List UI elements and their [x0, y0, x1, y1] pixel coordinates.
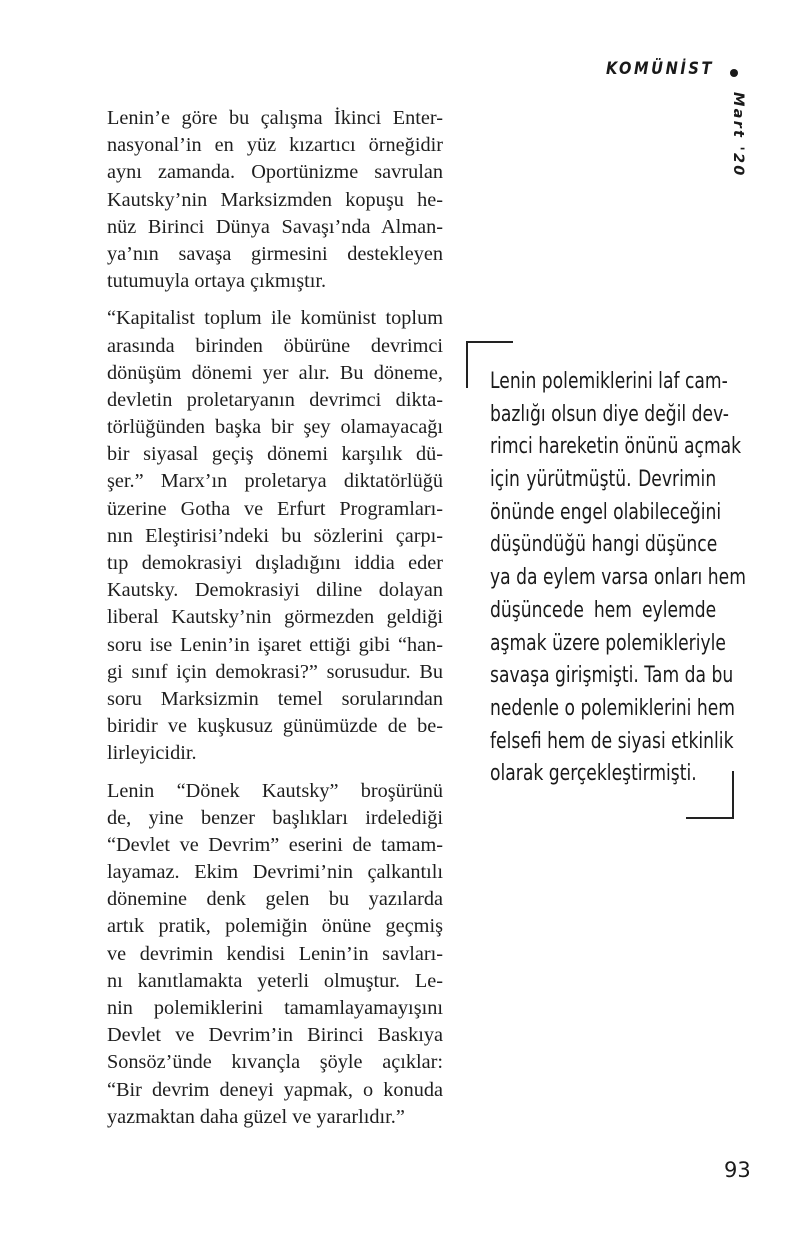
text-line: törlüğünden başka bir şey olamayacağı [107, 416, 443, 439]
pull-quote-bracket-bottom [686, 817, 734, 819]
pull-quote-line: olarak gerçekleştirmişti. [490, 761, 697, 787]
text-line: liberal Kautsky’nin görmezden geldiği [107, 606, 443, 629]
text-line: Sonsöz’ünde kıvançla şöyle açıklar: [107, 1051, 443, 1074]
text-line: dönüşüm dönemi yer alır. Bu döneme, [107, 361, 443, 384]
text-line: yazmaktan daha güzel ve yararlıdır.” [107, 1105, 405, 1128]
text-line: artık pratik, polemiğin önüne geçmiş [107, 915, 443, 938]
text-line: Devlet ve Devrim’in Birinci Baskıya [107, 1024, 443, 1047]
pull-quote-line: savaşa girişmişti. Tam da bu [490, 663, 734, 689]
pull-quote-bracket-right [732, 771, 734, 819]
pull-quote-line: aşmak üzere polemikleriyle [490, 630, 726, 656]
text-line: üzerine Gotha ve Erfurt Programları- [107, 497, 443, 520]
text-line: dönemine denk gelen bu yazılarda [107, 888, 443, 911]
text-line: bir siyasal geçiş dönemi karşılık dü- [107, 443, 443, 466]
pull-quote-line: önünde engel olabileceğini [490, 499, 722, 525]
pull-quote-line: felsefi hem de siyasi etkinlik [490, 728, 734, 754]
text-line: nüz Birinci Dünya Savaşı’nda Alman- [107, 215, 443, 238]
pull-quote-line: nedenle o polemiklerini hem [490, 695, 736, 721]
text-line: soru Marksizmin temel sorularından [107, 687, 443, 710]
text-line: tıp demokrasiyi dışladığını iddia eder [107, 552, 443, 574]
bullet-icon [730, 69, 738, 77]
text-line: layamaz. Ekim Devrimi’nin çalkantılı [107, 861, 443, 884]
pull-quote-bracket-left [466, 341, 468, 388]
text-line: de, yine benzer başlıkları irdelediği [107, 806, 443, 829]
text-line: soru ise Lenin’in işaret ettiği gibi “han- [107, 633, 443, 656]
text-line: “Kapitalist toplum ile komünist toplum [107, 307, 443, 330]
text-line: şer.” Marx’ın proletarya diktatörlüğü [107, 470, 443, 493]
pull-quote-line: bazlığı olsun diye değil dev- [490, 401, 729, 427]
text-line: nasyonal’in en yüz kızartıcı örneğidir [107, 134, 443, 157]
page-number: 93 [724, 1158, 751, 1182]
pull-quote-line: düşüncede hem eylemde [490, 597, 717, 623]
pull-quote-line: düşündüğü hangi düşünce [490, 532, 718, 558]
text-line: Lenin’e göre bu çalışma İkinci Enter- [107, 107, 443, 129]
text-line: tutumuyla ortaya çıkmıştır. [107, 270, 327, 293]
text-line: arasında birinden öbürüne devrimci [107, 334, 443, 357]
text-line: aynı zamanda. Oportünizme savrulan [107, 161, 443, 184]
text-line: “Bir devrim deneyi yapmak, o konuda [107, 1078, 443, 1101]
text-line: Lenin “Dönek Kautsky” broşürünü [107, 779, 443, 802]
body-text-column [107, 105, 443, 1141]
pull-quote-line: rimci hareketin önünü açmak [490, 434, 742, 460]
paragraph-2 [107, 305, 443, 767]
pull-quote-bracket-top [466, 341, 513, 343]
text-line: gi sınıf için demokrasi?” sorusudur. Bu [107, 660, 443, 683]
text-line: “Devlet ve Devrim” eserini de tamam- [107, 833, 443, 856]
text-line: Kautsky’nin Marksizmden kopuşu he- [107, 188, 443, 211]
pull-quote-line: için yürütmüştü. Devrimin [490, 467, 717, 493]
text-line: ve devrimin kendisi Lenin’in savları- [107, 942, 443, 965]
text-line: Kautsky. Demokrasiyi diline dolayan [107, 579, 443, 602]
text-line: nin polemiklerini tamamlayamayışını [107, 997, 443, 1019]
text-line: biridir ve kuşkusuz günümüzde de be- [107, 715, 443, 738]
pull-quote-line: Lenin polemiklerini laf cam- [490, 369, 728, 394]
text-line: nı kanıtlamakta yeterli olmuştur. Le- [107, 969, 443, 992]
pull-quote [490, 366, 746, 791]
pull-quote-line: ya da eylem varsa onları hem [490, 565, 746, 591]
text-line: nın Eleştirisi’ndeki bu sözlerini çarpı- [107, 524, 443, 547]
paragraph-1 [107, 105, 443, 295]
issue-date-label: Mart '20 [730, 92, 746, 178]
text-line: devletin proletaryanın devrimci dikta- [107, 388, 443, 411]
magazine-title: KOMÜNİST [606, 59, 715, 79]
issue-date [724, 92, 746, 178]
text-line: ya’nın savaşa girmesini destekleyen [107, 242, 443, 265]
text-line: lirleyicidir. [107, 742, 197, 765]
paragraph-3 [107, 778, 443, 1131]
